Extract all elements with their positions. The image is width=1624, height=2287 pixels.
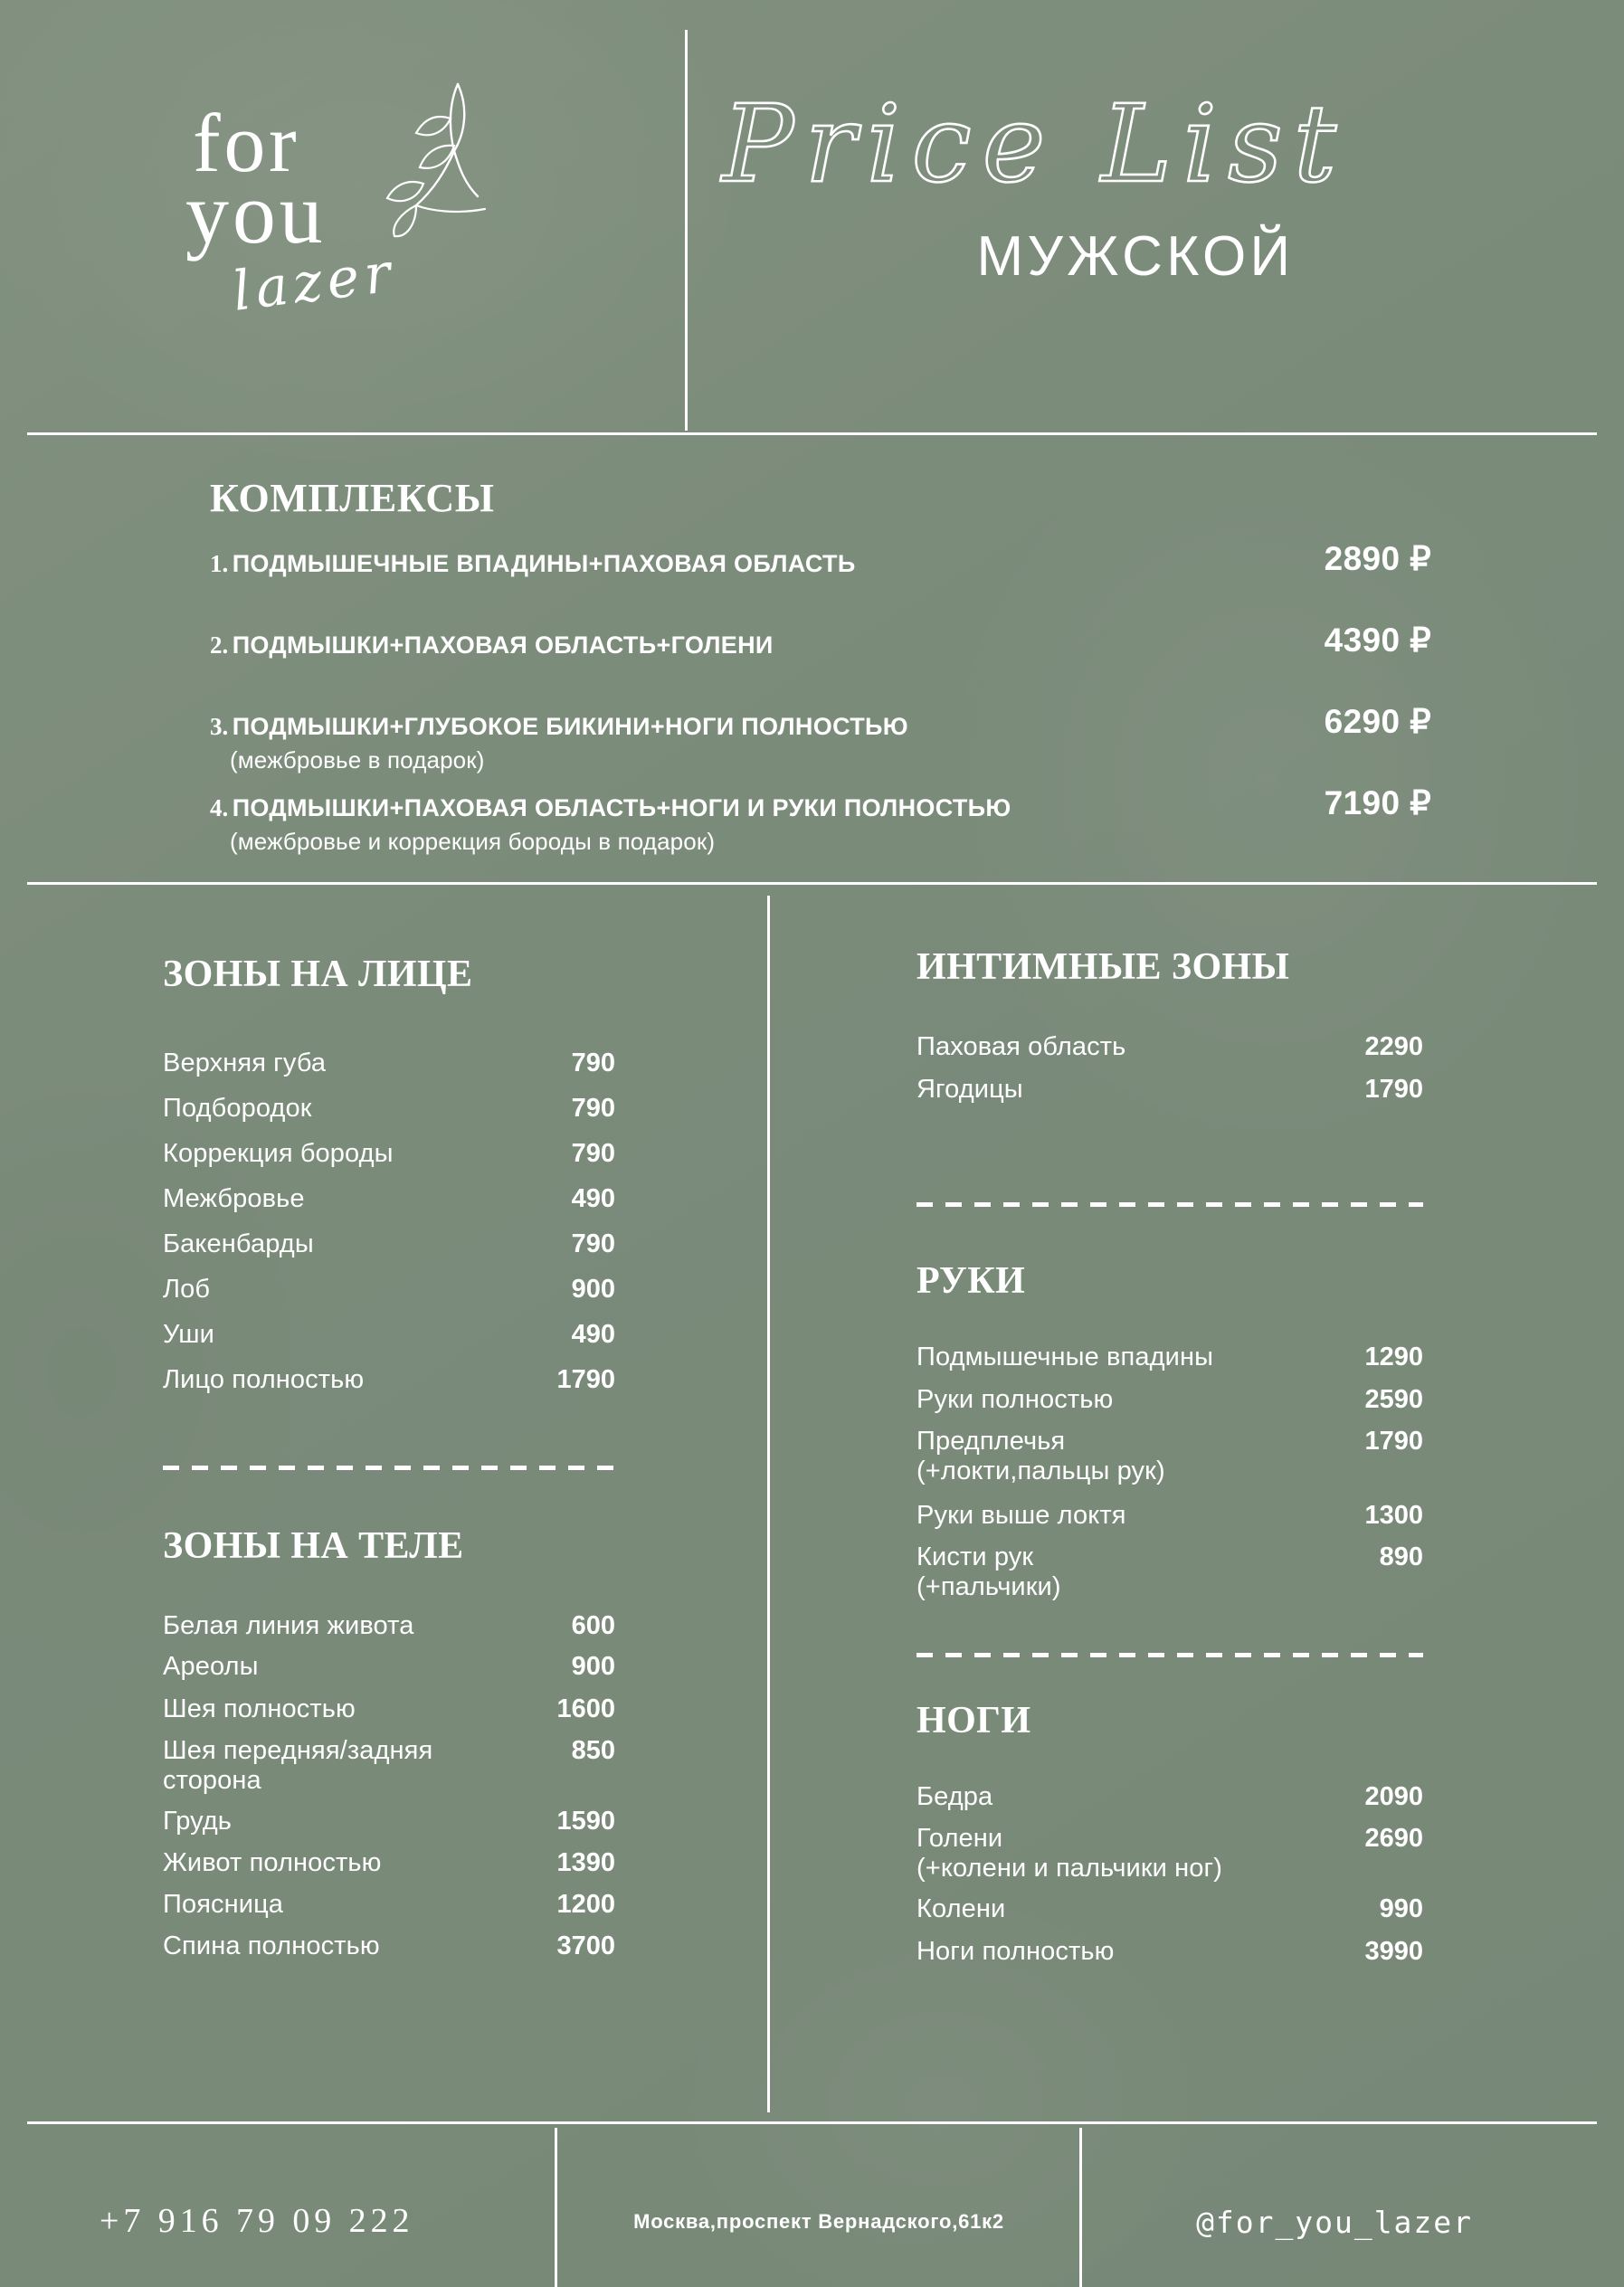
list-item[interactable] <box>163 1365 615 1395</box>
intimate-zones-list <box>916 1032 1423 1105</box>
list-item[interactable] <box>916 1894 1423 1924</box>
footer-instagram-handle[interactable]: @for_you_lazer <box>1196 2205 1473 2240</box>
olive-branch-icon <box>371 77 507 258</box>
item-subtext: (+локти,пальцы рук) <box>916 1457 1165 1485</box>
complex-price: 2890 ₽ <box>1324 540 1431 577</box>
list-item[interactable] <box>163 1094 615 1124</box>
list-item[interactable] <box>916 1782 1423 1812</box>
list-item[interactable] <box>916 1501 1423 1531</box>
face-zones-list <box>163 1049 615 1395</box>
item-name: Ноги полностью <box>916 1937 1115 1966</box>
item-price: 490 <box>571 1184 615 1213</box>
list-item[interactable] <box>163 1848 615 1878</box>
section-separator-right-1 <box>916 1202 1423 1207</box>
item-price: 990 <box>1379 1894 1423 1923</box>
legs-heading: НОГИ <box>916 1700 1031 1741</box>
complex-number: 4. <box>210 794 229 821</box>
list-item[interactable] <box>163 1049 615 1078</box>
item-name: Ягодицы <box>916 1075 1023 1104</box>
item-name: Голени <box>916 1824 1003 1853</box>
complex-row[interactable] <box>210 703 1431 774</box>
rule-under-complexes <box>27 882 1597 885</box>
complex-row[interactable] <box>210 540 1431 578</box>
list-item[interactable] <box>916 1343 1423 1372</box>
item-price: 600 <box>571 1611 615 1640</box>
complex-row[interactable] <box>210 784 1431 856</box>
list-item[interactable] <box>163 1229 615 1259</box>
item-price: 1200 <box>556 1890 615 1919</box>
page-title-text: Price List <box>722 81 1348 206</box>
item-name: Лицо полностью <box>163 1365 365 1394</box>
item-price: 2290 <box>1364 1032 1423 1061</box>
item-name: Кисти рук <box>916 1542 1034 1571</box>
item-name: Шея полностью <box>163 1694 356 1723</box>
item-price: 490 <box>571 1320 615 1349</box>
item-subtext: (+колени и пальчики ног) <box>916 1854 1223 1883</box>
intimate-zones-heading: ИНТИМНЫЕ ЗОНЫ <box>916 946 1290 988</box>
list-item[interactable] <box>916 1542 1423 1602</box>
face-zones-heading: ЗОНЫ НА ЛИЦЕ <box>163 954 473 995</box>
item-name: Подмышечные впадины <box>916 1343 1214 1371</box>
section-separator-left <box>163 1466 615 1470</box>
logo-text-lazer: lazer <box>229 241 400 324</box>
item-price: 2090 <box>1364 1782 1423 1811</box>
list-item[interactable] <box>916 1385 1423 1415</box>
complex-number: 1. <box>210 550 229 577</box>
complex-number: 3. <box>210 713 229 740</box>
section-separator-right-2 <box>916 1653 1423 1657</box>
item-price: 890 <box>1379 1542 1423 1571</box>
item-price: 1390 <box>556 1848 615 1877</box>
item-subtext: сторона <box>163 1766 261 1795</box>
right-column <box>774 900 1624 1967</box>
item-name: Руки выше локтя <box>916 1501 1126 1530</box>
list-item[interactable] <box>163 1890 615 1920</box>
item-price: 1300 <box>1364 1501 1423 1530</box>
item-price: 900 <box>571 1275 615 1304</box>
complex-price: 6290 ₽ <box>1324 703 1431 740</box>
item-name: Живот полностью <box>163 1848 382 1877</box>
item-name: Шея передняя/задняя <box>163 1736 433 1765</box>
complex-price: 7190 ₽ <box>1324 784 1431 821</box>
item-price: 2590 <box>1364 1385 1423 1414</box>
complex-note: (межбровье и коррекция бороды в подарок) <box>230 828 716 855</box>
complex-price: 4390 ₽ <box>1324 622 1431 659</box>
item-name: Верхняя губа <box>163 1049 327 1077</box>
item-price: 2690 <box>1364 1824 1423 1853</box>
footer <box>0 2121 1624 2287</box>
left-column <box>0 900 769 1961</box>
header-vertical-divider <box>685 30 688 431</box>
item-price: 1600 <box>556 1694 615 1723</box>
complex-row[interactable] <box>210 622 1431 660</box>
item-price: 1590 <box>556 1807 615 1836</box>
item-name: Ареолы <box>163 1652 259 1681</box>
item-name: Межбровье <box>163 1184 305 1213</box>
item-price: 1790 <box>1364 1427 1423 1456</box>
item-name: Уши <box>163 1320 214 1349</box>
item-name: Руки полностью <box>916 1385 1114 1414</box>
item-price: 1790 <box>556 1365 615 1394</box>
item-name: Белая линия живота <box>163 1611 414 1640</box>
page-title <box>715 54 1574 226</box>
item-name: Спина полностью <box>163 1931 380 1960</box>
brand-logo <box>158 54 538 371</box>
item-price: 900 <box>571 1652 615 1681</box>
item-price: 850 <box>571 1736 615 1765</box>
arms-list <box>916 1343 1423 1602</box>
page-subtitle: МУЖСКОЙ <box>976 225 1295 288</box>
legs-list <box>916 1782 1423 1967</box>
list-item[interactable] <box>916 1032 1423 1062</box>
list-item[interactable] <box>916 1824 1423 1884</box>
list-item[interactable] <box>916 1075 1423 1105</box>
list-item[interactable] <box>163 1694 615 1724</box>
rule-under-header <box>27 432 1597 435</box>
list-item[interactable] <box>163 1736 615 1796</box>
item-price: 1790 <box>1364 1075 1423 1104</box>
complex-number: 2. <box>210 631 229 659</box>
list-item[interactable] <box>163 1320 615 1350</box>
list-item[interactable] <box>163 1611 615 1641</box>
list-item[interactable] <box>916 1937 1423 1967</box>
item-name: Коррекция бороды <box>163 1139 394 1168</box>
complexes-heading: КОМПЛЕКСЫ <box>210 476 495 520</box>
list-item[interactable] <box>163 1807 615 1836</box>
item-name: Колени <box>916 1894 1006 1923</box>
arms-heading: РУКИ <box>916 1260 1026 1302</box>
complex-name: ПОДМЫШКИ+ГЛУБОКОЕ БИКИНИ+НОГИ ПОЛНОСТЬЮ <box>232 713 908 740</box>
complex-note: (межбровье в подарок) <box>230 746 485 773</box>
body-zones-heading: ЗОНЫ НА ТЕЛЕ <box>163 1525 464 1567</box>
complex-name: ПОДМЫШКИ+ПАХОВАЯ ОБЛАСТЬ+НОГИ И РУКИ ПОЛНОСТЬЮ <box>232 794 1011 821</box>
footer-phone[interactable]: +7 916 79 09 222 <box>100 2202 414 2240</box>
list-item[interactable] <box>163 1652 615 1682</box>
logo-text-you: you <box>185 165 327 261</box>
list-item[interactable] <box>163 1184 615 1214</box>
complex-name: ПОДМЫШЕЧНЫЕ ВПАДИНЫ+ПАХОВАЯ ОБЛАСТЬ <box>232 550 856 577</box>
item-name: Поясница <box>163 1890 284 1919</box>
item-name: Бакенбарды <box>163 1229 314 1258</box>
item-price: 3700 <box>556 1931 615 1960</box>
item-name: Лоб <box>163 1275 211 1304</box>
logo-text-for: for <box>193 97 300 189</box>
body-zones-list <box>163 1611 615 1961</box>
list-item[interactable] <box>163 1275 615 1305</box>
list-item[interactable] <box>916 1427 1423 1486</box>
list-item[interactable] <box>163 1139 615 1169</box>
item-price: 1290 <box>1364 1343 1423 1371</box>
complexes-section <box>0 452 1624 878</box>
item-name: Паховая область <box>916 1032 1126 1061</box>
item-name: Грудь <box>163 1807 233 1836</box>
item-price: 3990 <box>1364 1937 1423 1966</box>
item-price: 790 <box>571 1229 615 1258</box>
item-price: 790 <box>571 1094 615 1123</box>
item-name: Подбородок <box>163 1094 312 1123</box>
item-name: Бедра <box>916 1782 993 1811</box>
item-price: 790 <box>571 1139 615 1168</box>
footer-address: Москва,проспект Вернадского,61к2 <box>633 2210 1004 2233</box>
list-item[interactable] <box>163 1931 615 1961</box>
item-price: 790 <box>571 1049 615 1077</box>
header <box>0 0 1624 432</box>
item-name: Предплечья <box>916 1427 1066 1456</box>
complex-name: ПОДМЫШКИ+ПАХОВАЯ ОБЛАСТЬ+ГОЛЕНИ <box>232 631 774 659</box>
item-subtext: (+пальчики) <box>916 1572 1061 1601</box>
